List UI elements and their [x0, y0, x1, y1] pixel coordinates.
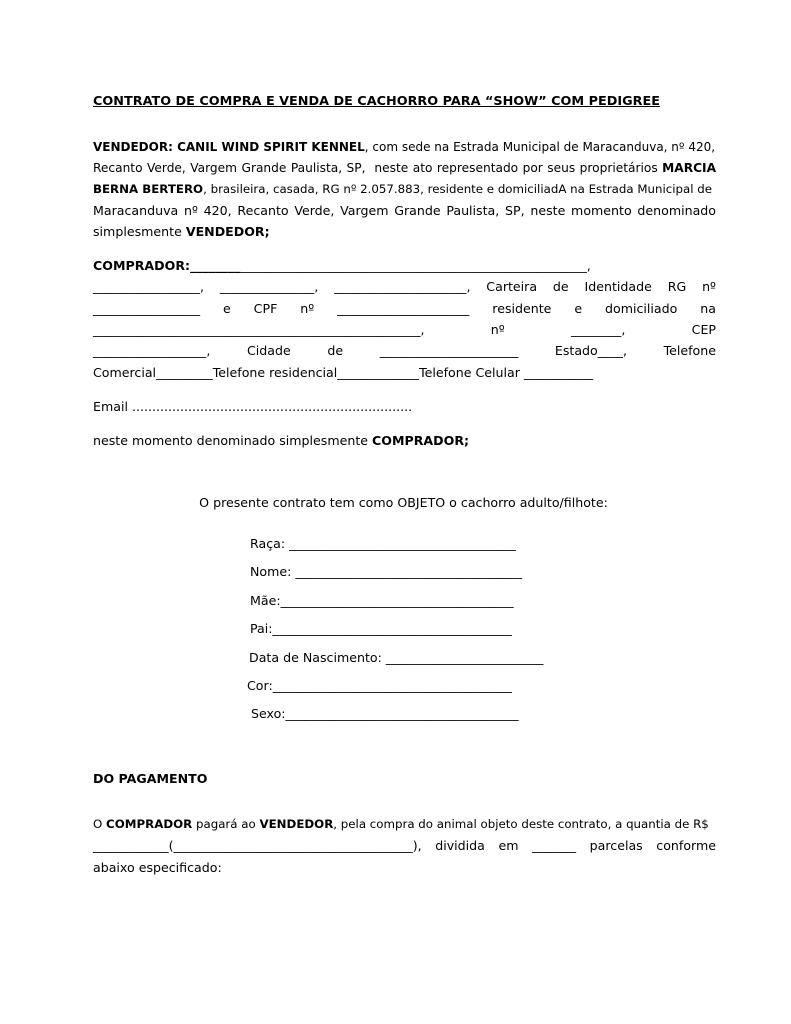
- cor-field: Cor:______________________________________: [247, 678, 512, 693]
- vendedor-line-5: [93, 224, 716, 240]
- pagamento-text-c: pagará ao: [192, 817, 260, 831]
- pagamento-line-1: [93, 816, 716, 832]
- comprador-line-2: _________________, _______________, _____________________, Carteira de Identidade RG nº: [93, 279, 716, 294]
- mae-field: Mãe:_____________________________________: [250, 593, 514, 608]
- sexo-field: Sexo:_____________________________________: [251, 706, 519, 721]
- vendedor-line-3-text: , brasileira, casada, RG nº 2.057.883, residente e domiciliadA na Estrada Municipal de: [203, 182, 713, 196]
- pagamento-text-a: O: [93, 817, 107, 831]
- vendedor-line-5-text: simplesmente: [93, 224, 186, 239]
- nome-field: Nome: ____________________________________: [250, 564, 523, 579]
- vendedor-label: VENDEDOR: CANIL WIND SPIRIT KENNEL: [93, 140, 365, 154]
- pai-field: Pai:______________________________________: [250, 621, 512, 636]
- vendedor-line-3: [93, 181, 716, 197]
- contract-title: CONTRATO DE COMPRA E VENDA DE CACHORRO PARA “SHOW” COM PEDIGREE: [93, 94, 660, 109]
- vendedor-line-1-text: , com sede na Estrada Municipal de Maracanduva, nº 420,: [364, 140, 716, 154]
- comprador-line-6: Comercial_________Telefone residencial_____________Telefone Celular ___________: [93, 365, 594, 380]
- comprador-email: Email ......................................................................: [93, 399, 413, 414]
- vendedor-owner-last: BERNA BERTERO: [93, 182, 204, 196]
- comprador-line-8-text: neste momento denominado simplesmente: [93, 433, 373, 448]
- vendedor-line-1: [93, 139, 716, 155]
- pagamento-vendedor: VENDEDOR: [259, 817, 334, 831]
- pagamento-comprador: COMPRADOR: [106, 817, 193, 831]
- comprador-line-4: ____________________________________________________, nº ________, CEP: [93, 322, 716, 337]
- raca-field: Raça: ____________________________________: [250, 536, 516, 551]
- vendedor-owner-first: MARCIA: [662, 161, 716, 175]
- objeto-intro: O presente contrato tem como OBJETO o cachorro adulto/filhote:: [199, 495, 608, 510]
- comprador-name-blank: _______________________________________________________,: [240, 258, 591, 273]
- vendedor-line-2: [93, 160, 716, 176]
- comprador-designation: COMPRADOR;: [372, 433, 470, 448]
- pagamento-line-2: ____________(______________________________________), dividida em _______ parcelas conforme: [93, 838, 716, 853]
- comprador-label: COMPRADOR:: [93, 258, 191, 273]
- vendedor-line-4: Maracanduva nº 420, Recanto Verde, Vargem Grande Paulista, SP, neste momento denominado: [93, 203, 716, 218]
- pagamento-heading: DO PAGAMENTO: [93, 771, 208, 786]
- comprador-line-5: __________________, Cidade de ______________________ Estado____, Telefone: [93, 343, 716, 358]
- data-nascimento-field: Data de Nascimento: _________________________: [249, 650, 544, 665]
- vendedor-designation: VENDEDOR;: [185, 224, 270, 239]
- vendedor-line-2-text: Recanto Verde, Vargem Grande Paulista, SP, neste ato representado por seus proprietários: [93, 161, 663, 175]
- pagamento-text-e: , pela compra do animal objeto deste contrato, a quantia de R$: [333, 817, 709, 831]
- comprador-blank: ________: [190, 258, 241, 273]
- comprador-line-1: [93, 258, 716, 274]
- pagamento-line-3: abaixo especificado:: [93, 860, 222, 875]
- comprador-line-3: _________________ e CPF nº _____________________ residente e domiciliado na: [93, 301, 716, 316]
- comprador-line-8: [93, 433, 716, 449]
